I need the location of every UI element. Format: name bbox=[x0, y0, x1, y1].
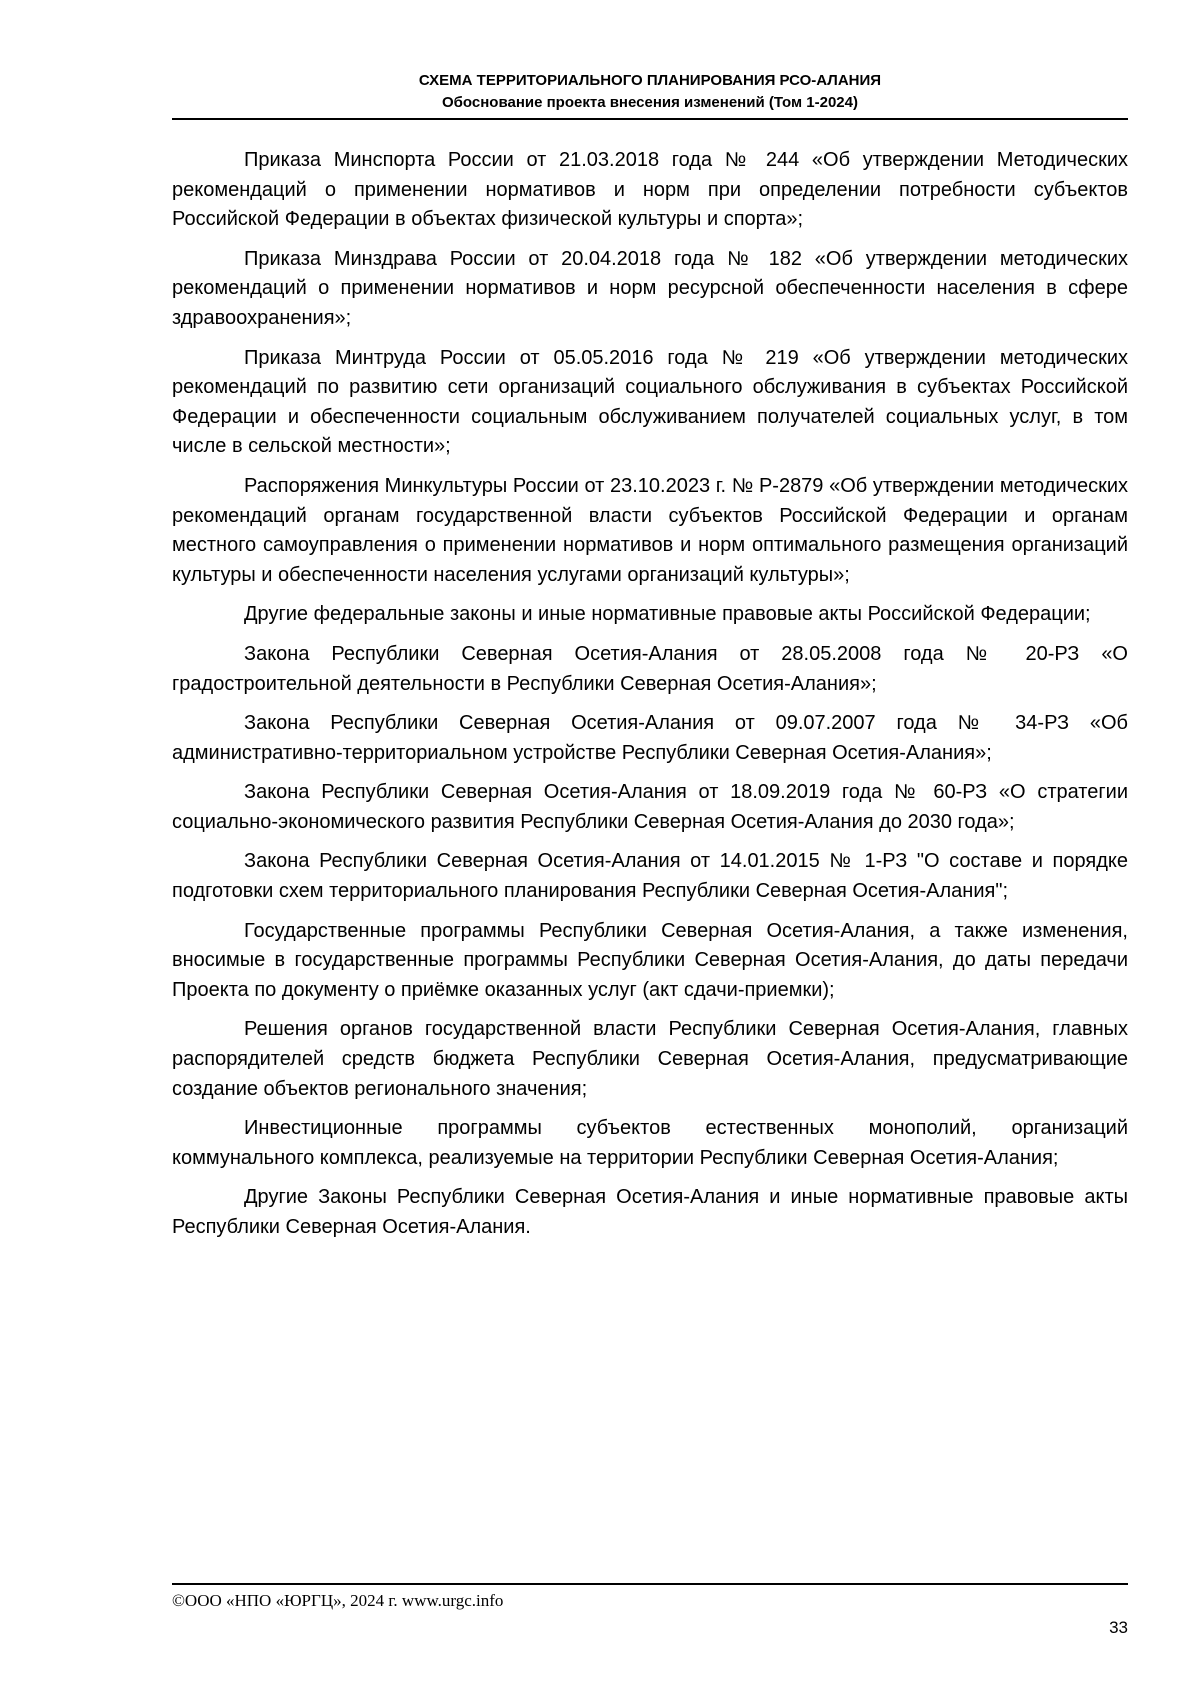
paragraph: Распоряжения Минкультуры России от 23.10.2023 г. № Р-2879 «Об утверждении методических рекомендаций органам государственной власти субъектов Российской Федерации и органам местного самоуправления о применении нормативов и норм оптимального размещения организаций культуры и обеспеченности населения услугами организаций культуры»; bbox=[172, 474, 1128, 586]
paragraph: Решения органов государственной власти Республики Северная Осетия-Алания, главных распорядителей средств бюджета Республики Северная Осетия-Алания, предусматривающие создание объектов регионального значения; bbox=[172, 1018, 1128, 1100]
footer-divider bbox=[172, 1583, 1128, 1585]
document-subtitle: Обоснование проекта внесения изменений (Том 1-2024) bbox=[442, 94, 858, 111]
paragraph: Приказа Минтруда России от 05.05.2016 года № 219 «Об утверждении методических рекомендаций по развитию сети организаций социального обслуживания в субъектах Российской Федерации и обеспеченности социальным обслуживанием получателей социальных услуг, в том числе в сельской местности»; bbox=[172, 346, 1128, 458]
page-header bbox=[172, 70, 1128, 114]
paragraph: Другие Законы Республики Северная Осетия-Алания и иные нормативные правовые акты Республики Северная Осетия-Алания. bbox=[172, 1186, 1128, 1238]
paragraph: Инвестиционные программы субъектов естественных монополий, организаций коммунального комплекса, реализуемые на территории Республики Северная Осетия-Алания; bbox=[172, 1117, 1128, 1169]
paragraph: Приказа Минздрава России от 20.04.2018 года № 182 «Об утверждении методических рекомендаций о применении нормативов и норм ресурсной обеспеченности населения в сфере здравоохранения»; bbox=[172, 247, 1128, 329]
paragraph: Государственные программы Республики Северная Осетия-Алания, а также изменения, вносимые в государственные программы Республики Северная Осетия-Алания, до даты передачи Проекта по документу о приёмке оказанных услуг (акт сдачи-приемки); bbox=[172, 919, 1128, 1001]
footer-copyright: ©ООО «НПО «ЮРГЦ», 2024 г. www.urgc.info bbox=[172, 1591, 504, 1610]
paragraph: Закона Республики Северная Осетия-Алания от 09.07.2007 года № 34-РЗ «Об административно-территориальном устройстве Республики Северная Осетия-Алания»; bbox=[172, 712, 1128, 764]
paragraph: Закона Республики Северная Осетия-Алания от 14.01.2015 № 1-РЗ "О составе и порядке подготовки схем территориального планирования Республики Северная Осетия-Алания"; bbox=[172, 850, 1128, 903]
paragraph: Закона Республики Северная Осетия-Алания от 18.09.2019 года № 60-РЗ «О стратегии социально-экономического развития Республики Северная Осетия-Алания до 2030 года»; bbox=[172, 781, 1128, 833]
header-divider bbox=[172, 118, 1128, 120]
document-title: СХЕМА ТЕРРИТОРИАЛЬНОГО ПЛАНИРОВАНИЯ РСО-АЛАНИЯ bbox=[418, 72, 882, 89]
paragraph: Приказа Минспорта России от 21.03.2018 года № 244 «Об утверждении Методических рекомендаций о применении нормативов и норм при определении потребности субъектов Российской Федерации в объектах физической культуры и спорта»; bbox=[172, 149, 1128, 231]
paragraph: Другие федеральные законы и иные нормативные правовые акты Российской Федерации; bbox=[244, 603, 1091, 626]
document-body bbox=[172, 146, 1128, 1253]
page-number: 33 bbox=[1109, 1618, 1128, 1637]
paragraph: Закона Республики Северная Осетия-Алания от 28.05.2008 года № 20-РЗ «О градостроительной деятельности в Республики Северная Осетия-Алания»; bbox=[172, 642, 1128, 695]
